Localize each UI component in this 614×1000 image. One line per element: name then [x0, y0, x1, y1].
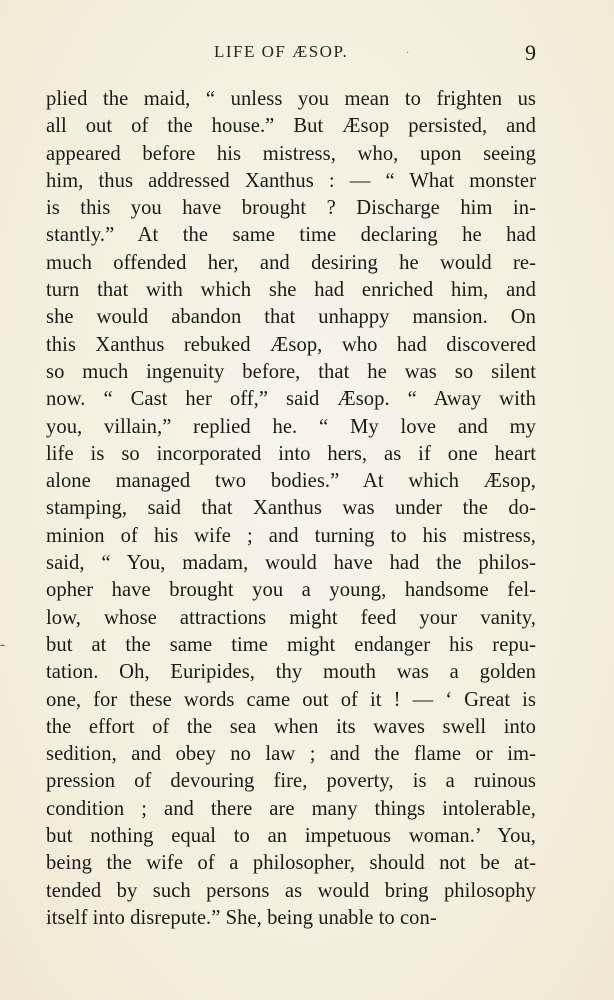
text-line: stamping, said that Xanthus was under the do-: [46, 497, 536, 520]
text-line: pression of devouring fire, poverty, is a ruinous: [46, 770, 536, 793]
text-line: low, whose attractions might feed your vanity,: [46, 606, 536, 629]
text-line: tended by such persons as would bring philosophy: [46, 879, 536, 902]
text-line: all out of the house.” But Æsop persisted, and: [46, 115, 536, 138]
text-line: tation. Oh, Euripides, thy mouth was a golden: [46, 661, 536, 684]
text-line: itself into disrepute.” She, being unable to con-: [46, 906, 437, 929]
text-line: turn that with which she had enriched him, and: [46, 279, 536, 302]
text-line: him, thus addressed Xanthus : — “ What monster: [46, 169, 536, 192]
text-line: but at the same time might endanger his repu-: [46, 633, 536, 656]
text-line: so much ingenuity before, that he was so silent: [46, 360, 536, 383]
text-line: stantly.” At the same time declaring he had: [46, 224, 536, 247]
text-line: plied the maid, “ unless you mean to frighten us: [46, 88, 536, 110]
page-number: 9: [525, 40, 536, 65]
text-line: sedition, and obey no law ; and the flame or im-: [46, 743, 536, 766]
text-line: appeared before his mistress, who, upon seeing: [46, 142, 536, 165]
text-line: minion of his wife ; and turning to his mistress,: [46, 524, 536, 547]
text-line: much offended her, and desiring he would re-: [46, 251, 536, 274]
text-line: opher have brought you a young, handsome fel-: [46, 579, 536, 602]
text-line: is this you have brought ? Discharge him in-: [46, 197, 536, 220]
text-line: you, villain,” replied he. “ My love and my: [46, 415, 536, 438]
text-line: she would abandon that unhappy mansion. On: [46, 306, 536, 329]
running-title: LIFE OF ÆSOP.: [214, 42, 349, 61]
text-line: now. “ Cast her off,” said Æsop. “ Away with: [46, 388, 536, 411]
text-line: the effort of the sea when its waves swell into: [46, 715, 536, 738]
body-text: [46, 86, 536, 932]
header-dot: ·: [406, 48, 410, 59]
text-line: being the wife of a philosopher, should not be at-: [46, 852, 536, 875]
text-line: but nothing equal to an impetuous woman.’ You,: [46, 825, 536, 848]
text-line: alone managed two bodies.” At which Æsop,: [46, 470, 536, 493]
text-line: this Xanthus rebuked Æsop, who had discovered: [46, 333, 536, 356]
text-line: one, for these words came out of it ! — ‘ Great is: [46, 688, 536, 711]
text-line: said, “ You, madam, would have had the philos-: [46, 552, 536, 575]
text-line: condition ; and there are many things intolerable,: [46, 797, 536, 820]
margin-mark: -: [0, 636, 6, 653]
running-head: [0, 40, 614, 70]
text-line: life is so incorporated into hers, as if one heart: [46, 442, 536, 465]
